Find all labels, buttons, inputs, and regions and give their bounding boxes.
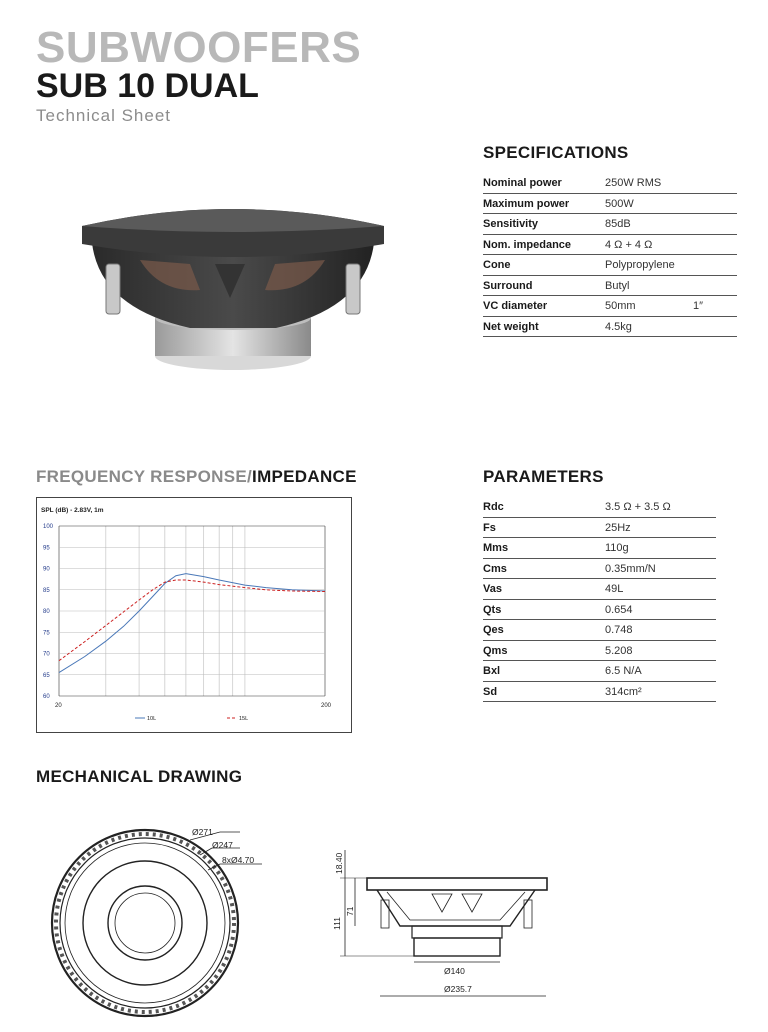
row-value: 85dB: [605, 218, 631, 230]
y-tick-label: 90: [43, 566, 50, 573]
series-line-15L: [59, 580, 325, 661]
table-row: [483, 682, 716, 703]
parameters-title: PARAMETERS: [483, 467, 604, 486]
row-value: 314cm²: [605, 685, 642, 698]
row-value: 4 Ω + 4 Ω: [605, 238, 653, 251]
table-row: [483, 661, 716, 682]
row-label: Cone: [483, 259, 511, 271]
row-value: 25Hz: [605, 521, 631, 534]
table-row: [483, 235, 737, 256]
table-row: [483, 317, 737, 338]
row-value: 0.35mm/N: [605, 562, 656, 575]
table-row: [483, 518, 716, 539]
row-label: Qms: [483, 644, 508, 657]
x-tick-label: 200: [321, 703, 332, 709]
row-label: Qes: [483, 624, 504, 636]
row-label: Nominal power: [483, 177, 562, 189]
row-value: Polypropylene: [605, 259, 675, 271]
subwoofer-photo: [70, 198, 400, 378]
specifications-table: [483, 173, 737, 337]
row-label: Net weight: [483, 320, 539, 333]
x-tick-label: 20: [55, 703, 62, 709]
dim-outer-diameter: Ø271: [192, 827, 213, 837]
y-tick-label: 75: [43, 630, 50, 637]
row-label: Rdc: [483, 501, 504, 513]
row-value: 0.748: [605, 624, 633, 636]
dim-mount-holes: 8xØ4.70: [222, 855, 255, 865]
frequency-response-title: [36, 467, 357, 487]
y-tick-label: 70: [43, 651, 50, 658]
y-tick-label: 85: [43, 587, 50, 594]
dim-mounting-depth: 71: [345, 906, 355, 916]
row-value: 50mm: [605, 300, 636, 312]
row-label: Sensitivity: [483, 218, 539, 230]
row-label: Maximum power: [483, 197, 570, 210]
table-row: [483, 641, 716, 662]
frequency-response-label: FREQUENCY RESPONSE/: [36, 467, 253, 486]
table-row: [483, 276, 737, 297]
row-value-imperial: 1″: [693, 300, 704, 312]
chart-title: SPL (dB) - 2.83V, 1m: [41, 507, 104, 514]
mechanical-drawing-title: MECHANICAL DRAWING: [36, 767, 243, 786]
dim-mount-diameter: Ø247: [212, 840, 233, 850]
dim-total-depth: 111: [332, 917, 342, 930]
y-tick-label: 80: [43, 609, 50, 615]
row-label: Bxl: [483, 665, 501, 677]
row-value: 4.5kg: [605, 320, 632, 333]
model-title: SUB 10 DUAL: [36, 67, 259, 105]
series-line-10L: [59, 574, 325, 673]
dim-flange-height: 18.40: [334, 852, 344, 874]
row-label: Qts: [483, 603, 502, 616]
table-row: [483, 497, 716, 518]
y-tick-label: 100: [43, 524, 54, 530]
table-row: [483, 296, 737, 317]
row-value: 3.5 Ω + 3.5 Ω: [605, 501, 671, 513]
table-row: [483, 600, 716, 621]
row-label: Vas: [483, 583, 502, 595]
row-label: VC diameter: [483, 300, 548, 312]
row-label: Nom. impedance: [483, 238, 572, 251]
category-title: SUBWOOFERS: [36, 23, 362, 72]
row-label: Sd: [483, 685, 498, 698]
row-value: 0.654: [605, 603, 633, 616]
sheet-subtitle: Technical Sheet: [36, 106, 172, 125]
parameters-table: [483, 497, 716, 702]
chart-svg: [37, 498, 351, 732]
table-row: [483, 620, 716, 641]
row-value: Butyl: [605, 279, 630, 292]
table-row: [483, 559, 716, 580]
table-row: [483, 173, 737, 194]
legend-label-15L: 15L: [239, 716, 249, 722]
y-tick-label: 95: [43, 545, 50, 552]
row-label: Surround: [483, 279, 533, 292]
row-label: Mms: [483, 542, 509, 554]
table-row: [483, 255, 737, 276]
row-value: 5.208: [605, 644, 633, 657]
row-label: Cms: [483, 562, 507, 575]
table-row: [483, 194, 737, 215]
dim-cutout-diameter: Ø235.7: [444, 984, 472, 994]
impedance-label: IMPEDANCE: [252, 467, 357, 486]
legend-label-10L: 10L: [147, 716, 157, 722]
row-label: Fs: [483, 521, 496, 534]
row-value: 49L: [605, 583, 624, 595]
dim-magnet-diameter: Ø140: [444, 966, 465, 976]
mechanical-drawing: [40, 820, 760, 1025]
row-value: 6.5 N/A: [605, 665, 642, 677]
frequency-response-chart: [36, 497, 352, 733]
specifications-title: SPECIFICATIONS: [483, 143, 629, 162]
row-value: 500W: [605, 197, 634, 210]
table-row: [483, 538, 716, 559]
row-value: 110g: [605, 542, 629, 554]
y-tick-label: 60: [43, 694, 50, 700]
y-tick-label: 65: [43, 672, 50, 679]
table-row: [483, 579, 716, 600]
table-row: [483, 214, 737, 235]
row-value: 250W RMS: [605, 177, 662, 189]
